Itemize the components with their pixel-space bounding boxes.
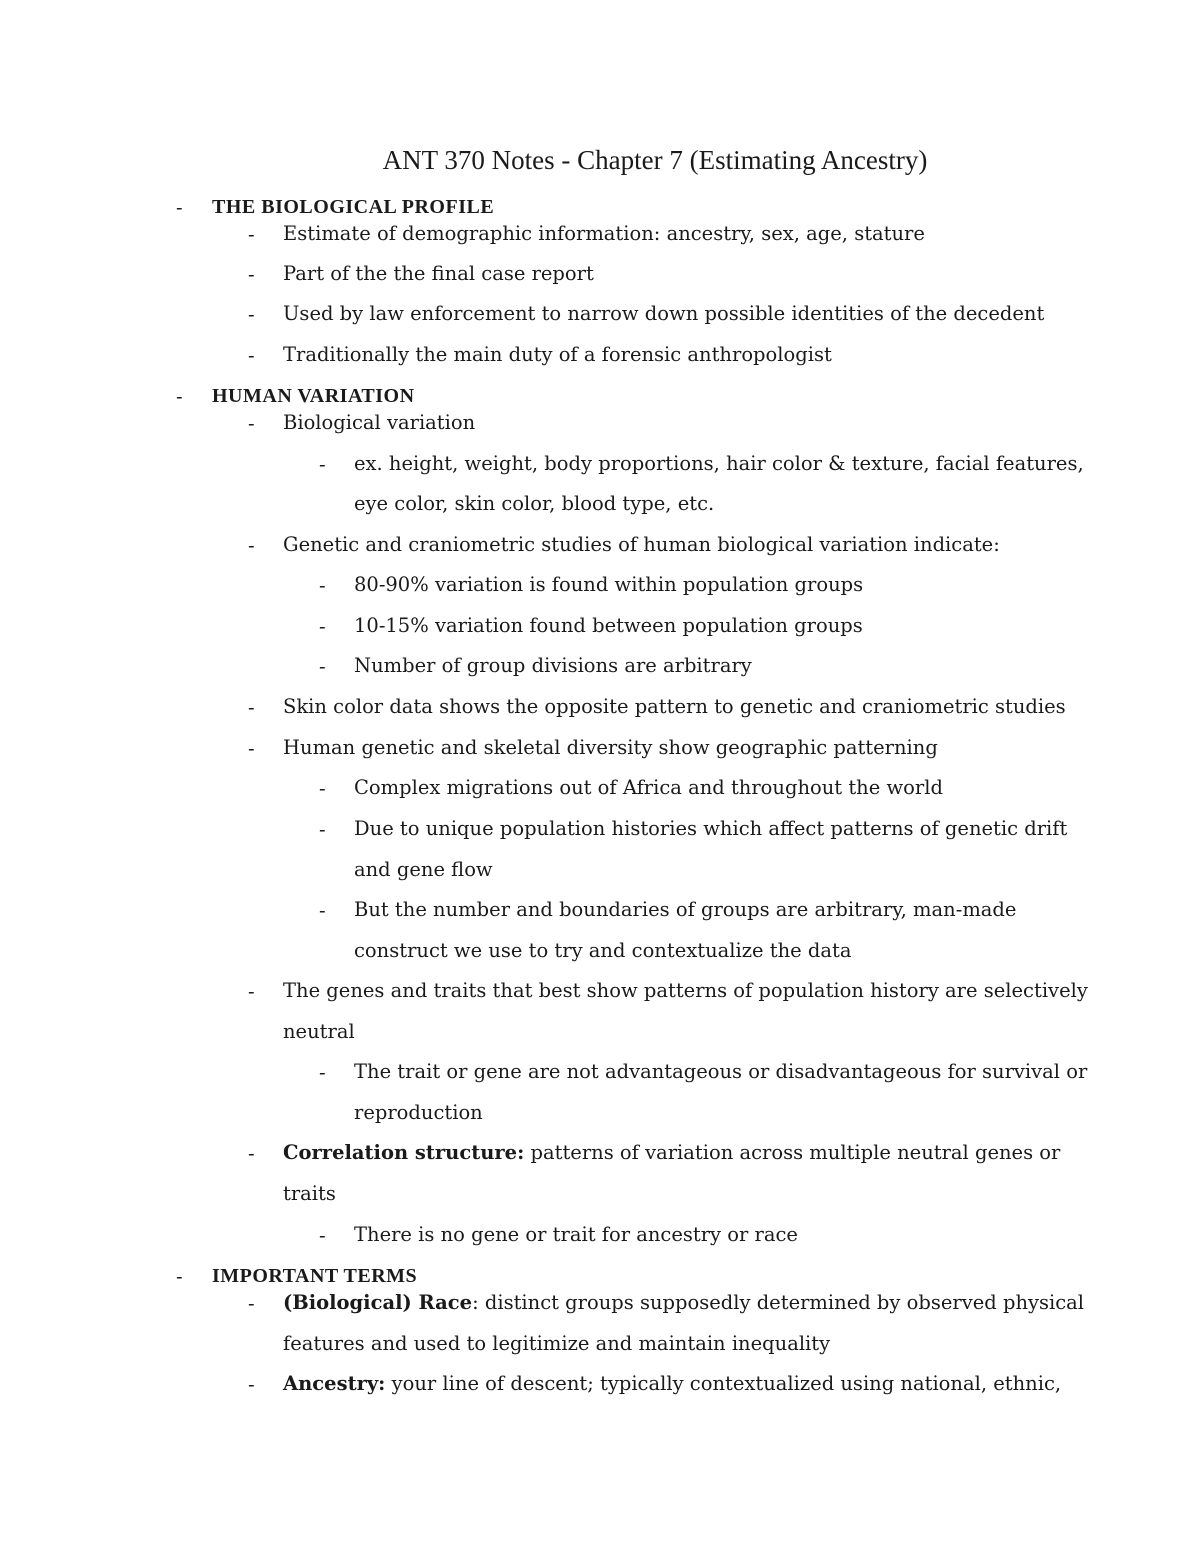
list-item: 80-90% variation is found within population groups xyxy=(354,573,864,596)
bullet-dash: - xyxy=(176,1265,183,1288)
bullet-dash: - xyxy=(248,980,255,1003)
list-item: ex. height, weight, body proportions, hair color & texture, facial features, xyxy=(354,452,1084,475)
bullet-dash: - xyxy=(319,777,326,800)
bullet-dash: - xyxy=(248,263,255,286)
bullet-dash: - xyxy=(248,737,255,760)
bullet-dash: - xyxy=(319,1224,326,1247)
definition-text: patterns of variation across multiple neutral genes or xyxy=(530,1141,1061,1164)
list-item: The trait or gene are not advantageous or disadvantageous for survival or xyxy=(354,1060,1088,1083)
list-item: Estimate of demographic information: ancestry, sex, age, stature xyxy=(283,222,925,245)
list-item: But the number and boundaries of groups are arbitrary, man-made xyxy=(354,898,1017,921)
bullet-dash: - xyxy=(248,412,255,435)
term-correlation-structure: Correlation structure: xyxy=(283,1141,525,1164)
list-item: 10-15% variation found between population groups xyxy=(354,614,863,637)
bullet-dash: - xyxy=(319,574,326,597)
list-item: Number of group divisions are arbitrary xyxy=(354,654,752,677)
bullet-dash: - xyxy=(248,1373,255,1396)
list-item: Part of the the final case report xyxy=(283,262,594,285)
bullet-dash: - xyxy=(319,655,326,678)
bullet-dash: - xyxy=(248,344,255,367)
bullet-dash: - xyxy=(248,1292,255,1315)
bullet-dash: - xyxy=(248,534,255,557)
list-item: Skin color data shows the opposite pattern to genetic and craniometric studies xyxy=(283,695,1066,718)
list-item-continuation: eye color, skin color, blood type, etc. xyxy=(354,492,715,515)
section-heading-biological-profile: THE BIOLOGICAL PROFILE xyxy=(212,196,495,218)
list-item: There is no gene or trait for ancestry or race xyxy=(354,1223,798,1246)
bullet-dash: - xyxy=(319,1061,326,1084)
definition-text: your line of descent; typically contextualized using national, ethnic, xyxy=(385,1372,1062,1395)
page-title: ANT 370 Notes - Chapter 7 (Estimating Ancestry) xyxy=(382,145,928,175)
bullet-dash: - xyxy=(319,453,326,476)
bullet-dash: - xyxy=(176,385,183,408)
bullet-dash: - xyxy=(248,696,255,719)
bullet-dash: - xyxy=(319,818,326,841)
list-item-ancestry xyxy=(283,1371,1061,1397)
term-biological-race: (Biological) Race xyxy=(283,1291,473,1314)
list-item: Due to unique population histories which affect patterns of genetic drift xyxy=(354,817,1068,840)
list-item-correlation-structure xyxy=(283,1140,1060,1166)
list-item: Genetic and craniometric studies of human biological variation indicate: xyxy=(283,533,1000,556)
list-item: The genes and traits that best show patterns of population history are selectively xyxy=(283,979,1088,1002)
list-item-continuation: reproduction xyxy=(354,1101,483,1124)
bullet-dash: - xyxy=(248,223,255,246)
list-item-continuation: construct we use to try and contextualize the data xyxy=(354,939,852,962)
list-item-continuation: neutral xyxy=(283,1020,355,1043)
definition-text: : distinct groups supposedly determined by observed physical xyxy=(472,1291,1085,1314)
bullet-dash: - xyxy=(176,196,183,219)
term-ancestry: Ancestry: xyxy=(283,1372,386,1395)
bullet-dash: - xyxy=(319,899,326,922)
section-heading-important-terms: IMPORTANT TERMS xyxy=(212,1265,418,1287)
list-item: Used by law enforcement to narrow down possible identities of the decedent xyxy=(283,302,1045,325)
list-item: Human genetic and skeletal diversity show geographic patterning xyxy=(283,736,938,759)
list-item: Traditionally the main duty of a forensic anthropologist xyxy=(283,343,832,366)
bullet-dash: - xyxy=(319,615,326,638)
list-item: Complex migrations out of Africa and throughout the world xyxy=(354,776,943,799)
list-item: Biological variation xyxy=(283,411,476,434)
list-item-race xyxy=(283,1290,1084,1316)
bullet-dash: - xyxy=(248,1142,255,1165)
list-item-continuation: features and used to legitimize and maintain inequality xyxy=(283,1332,831,1355)
list-item-continuation: and gene flow xyxy=(354,858,493,881)
section-heading-human-variation: HUMAN VARIATION xyxy=(212,385,415,407)
list-item-continuation: traits xyxy=(283,1182,336,1205)
bullet-dash: - xyxy=(248,303,255,326)
